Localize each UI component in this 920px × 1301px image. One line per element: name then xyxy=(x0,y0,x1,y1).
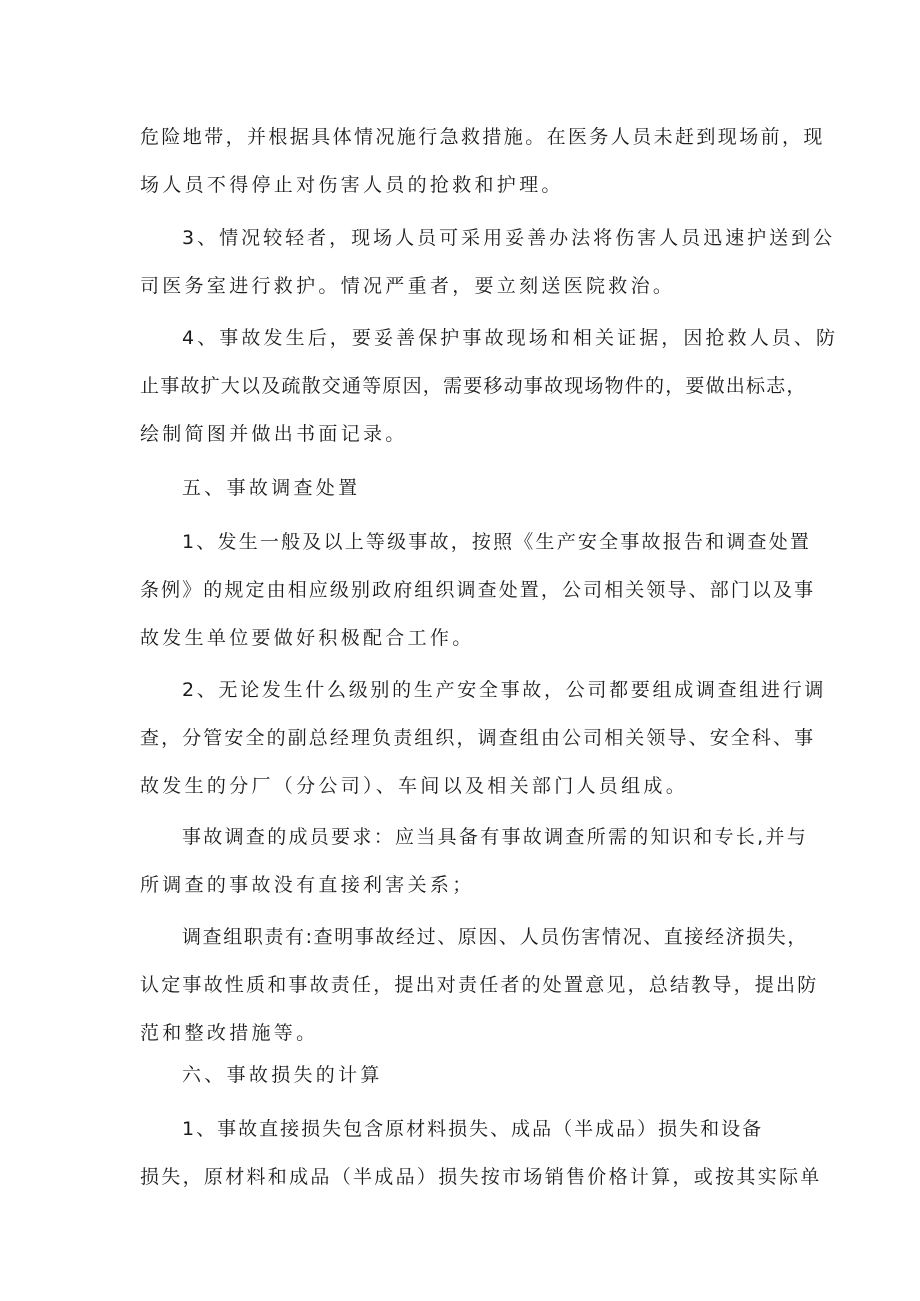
paragraph-line: 条例》的规定由相应级别政府组织调查处置，公司相关领导、部门以及事 xyxy=(140,579,816,601)
section-heading: 六、事故损失的计算 xyxy=(182,1064,383,1086)
section-heading: 五、事故调查处置 xyxy=(182,477,361,499)
paragraph-line: 所调查的事故没有直接利害关系； xyxy=(140,874,475,896)
paragraph-line: 2、无论发生什么级别的生产安全事故，公司都要组成调查组进行调 xyxy=(182,679,827,701)
paragraph-line: 故发生单位要做好积极配合工作。 xyxy=(140,627,475,649)
paragraph-line: 范和整改措施等。 xyxy=(140,1022,319,1044)
paragraph-line: 危险地带，并根据具体情况施行急救措施。在医务人员未赶到现场前，现 xyxy=(140,126,825,148)
paragraph-line: 故发生的分厂（分公司）、车间以及相关部门人员组成。 xyxy=(140,775,689,797)
document-body xyxy=(140,113,839,1201)
paragraph-line: 3、情况较轻者，现场人员可采用妥善办法将伤害人员迅速护送到公 xyxy=(182,227,836,249)
paragraph-line: 调查组职责有:查明事故经过、原因、人员伤害情况、直接经济损失， xyxy=(182,926,809,948)
paragraph-line: 1、发生一般及以上等级事故，按照《生产安全事故报告和调查处置 xyxy=(182,531,812,553)
paragraph-line: 认定事故性质和事故责任，提出对责任者的处置意见，总结教导，提出防 xyxy=(140,974,819,996)
paragraph-line: 查，分管安全的副总经理负责组织，调查组由公司相关领导、安全科、事 xyxy=(140,727,816,749)
paragraph-line: 绘制简图并做出书面记录。 xyxy=(140,423,408,445)
paragraph-line: 场人员不得停止对伤害人员的抢救和护理。 xyxy=(140,174,564,196)
paragraph-line: 损失，原材料和成品（半成品）损失按市场销售价格计算，或按其实际单 xyxy=(140,1166,822,1188)
paragraph-line: 事故调查的成员要求：应当具备有事故调查所需的知识和专长,并与 xyxy=(182,826,809,848)
paragraph-line: 4、事故发生后，要妥善保护事故现场和相关证据，因抢救人员、防 xyxy=(182,327,839,349)
paragraph-line: 1、事故直接损失包含原材料损失、成品（半成品）损失和设备 xyxy=(182,1118,764,1140)
paragraph-line: 司医务室进行救护。情况严重者，要立刻送医院救治。 xyxy=(140,275,676,297)
paragraph-line: 止事故扩大以及疏散交通等原因，需要移动事故现场物件的，要做出标志， xyxy=(140,375,807,397)
